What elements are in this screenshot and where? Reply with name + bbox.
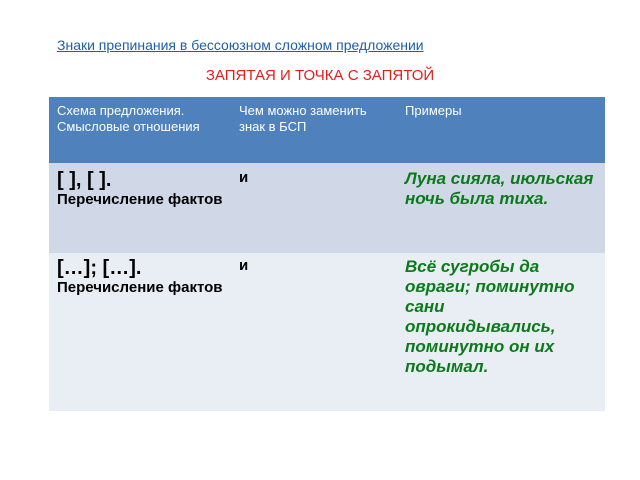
sentence-scheme: […]; […]. bbox=[57, 257, 142, 279]
punctuation-table bbox=[49, 97, 605, 411]
table-header-row bbox=[49, 97, 605, 163]
example-sentence: Всё сугробы да овраги; поминутно сани опрокидывались, поминутно он их подымал. bbox=[405, 257, 575, 376]
scheme-cell bbox=[49, 163, 231, 253]
semantic-relation: Перечисление фактов bbox=[57, 191, 223, 208]
table-row bbox=[49, 253, 605, 411]
example-cell bbox=[397, 163, 605, 253]
document-link-title[interactable]: Знаки препинания в бессоюзном сложном предложении bbox=[57, 37, 424, 53]
replacement-conjunction: и bbox=[239, 169, 249, 186]
semantic-relation: Перечисление фактов bbox=[57, 279, 223, 296]
column-header-replacement: Чем можно заменить знак в БСП bbox=[231, 97, 397, 163]
table-row bbox=[49, 163, 605, 253]
column-header-examples: Примеры bbox=[397, 97, 605, 163]
example-sentence: Луна сияла, июльская ночь была тиха. bbox=[405, 169, 594, 208]
example-cell bbox=[397, 253, 605, 411]
scheme-cell bbox=[49, 253, 231, 411]
section-title: ЗАПЯТАЯ И ТОЧКА С ЗАПЯТОЙ bbox=[205, 67, 435, 84]
replacement-cell bbox=[231, 253, 397, 411]
column-header-scheme: Схема предложения. Смысловые отношения bbox=[49, 97, 231, 163]
sentence-scheme: [ ], [ ]. bbox=[57, 169, 112, 191]
replacement-conjunction: и bbox=[239, 257, 249, 274]
replacement-cell bbox=[231, 163, 397, 253]
